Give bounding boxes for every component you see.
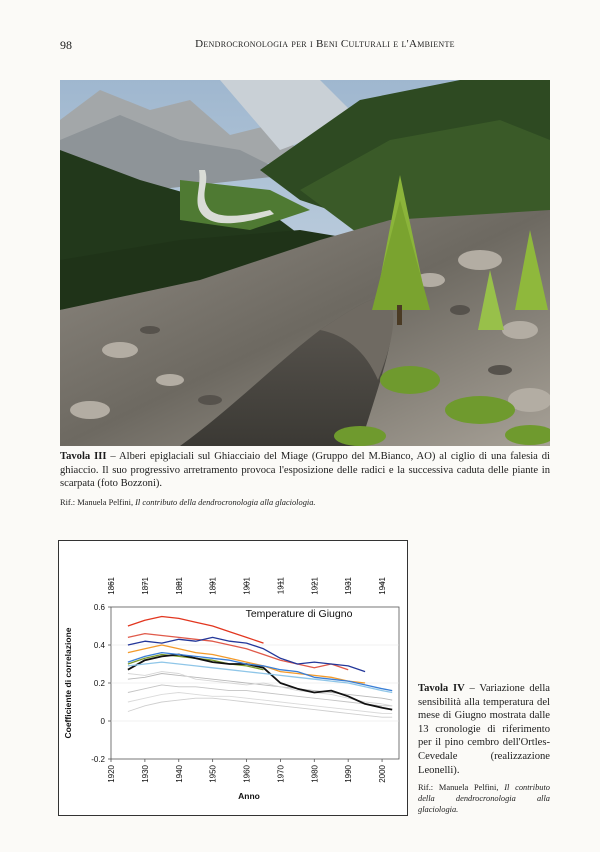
figure4-caption-text: – Variazione della sensibilità alla temperatura del mese di Giugno mostrata dalle 13 cronologie di riferimento per il pino cembro dell'Ortles-Cevedale (realizzazione Leonelli). xyxy=(418,683,550,776)
top-tick-label: 1901 xyxy=(242,577,252,595)
top-tick-label: 1931 xyxy=(344,577,354,595)
figure4-reference xyxy=(418,782,550,815)
figure3-caption-text: – Alberi epiglaciali sul Ghiacciaio del Miage (Gruppo del M.Bianco, AO) al ciglio di una falesia di ghiaccio. Il suo progressivo arretramento provoca l'esposizione delle radici e la successiva caduta delle piante in scarpata (foto Bozzoni). xyxy=(60,451,550,490)
x-tick-label: 1920 xyxy=(107,765,116,783)
figure4-ref-title: Il contributo della dendrocronologia alla glaciologia. xyxy=(418,783,550,814)
figure4-caption xyxy=(418,682,550,777)
top-tick-label: 1941 xyxy=(378,577,388,595)
x-tick-label: 1960 xyxy=(242,765,252,783)
chart-title: Temperature di Giugno xyxy=(245,608,353,620)
top-tick-label: 1921 xyxy=(310,577,320,595)
y-tick-label: -0.2 xyxy=(91,755,105,764)
figure3-reference xyxy=(60,498,316,507)
glacier-photo-image xyxy=(60,80,550,446)
figure3-ref-prefix: Rif.: Manuela Pelfini, xyxy=(60,498,136,507)
correlation-chart xyxy=(58,540,408,816)
figure4-ref-prefix: Rif.: Manuela Pelfini, xyxy=(418,783,505,792)
figure4-caption-label: Tavola IV xyxy=(418,683,465,694)
y-tick-label: 0.6 xyxy=(93,603,105,612)
y-tick-label: 0.4 xyxy=(93,641,105,650)
x-tick-label: 1940 xyxy=(174,765,184,783)
top-tick-label: 1911 xyxy=(276,577,286,595)
glacier-photo xyxy=(60,80,550,446)
x-axis-label: Anno xyxy=(238,791,260,801)
y-axis-label: Coefficiente di correlazione xyxy=(63,627,73,739)
figure3-caption-label: Tavola III xyxy=(60,451,107,462)
x-tick-label: 1990 xyxy=(344,765,354,783)
running-title: Dendrocronologia per i Beni Culturali e l'Ambiente xyxy=(195,38,455,50)
top-tick-label: 1871 xyxy=(140,577,150,595)
figure3-ref-title: Il contributo della dendrocronologia alla glaciologia. xyxy=(135,498,316,507)
x-tick-label: 1970 xyxy=(276,765,286,783)
top-tick-label: 1881 xyxy=(174,577,184,595)
top-tick-label: 1891 xyxy=(208,577,218,595)
top-tick-label: 1861 xyxy=(107,577,116,595)
x-tick-label: 1930 xyxy=(140,765,150,783)
y-tick-label: 0.2 xyxy=(93,679,105,688)
figure3-caption xyxy=(60,450,550,491)
y-tick-label: 0 xyxy=(100,717,105,726)
x-tick-label: 2000 xyxy=(378,765,388,783)
correlation-chart-svg xyxy=(59,541,407,815)
page-number: 98 xyxy=(60,38,72,52)
x-tick-label: 1950 xyxy=(208,765,218,783)
x-tick-label: 1980 xyxy=(310,765,320,783)
